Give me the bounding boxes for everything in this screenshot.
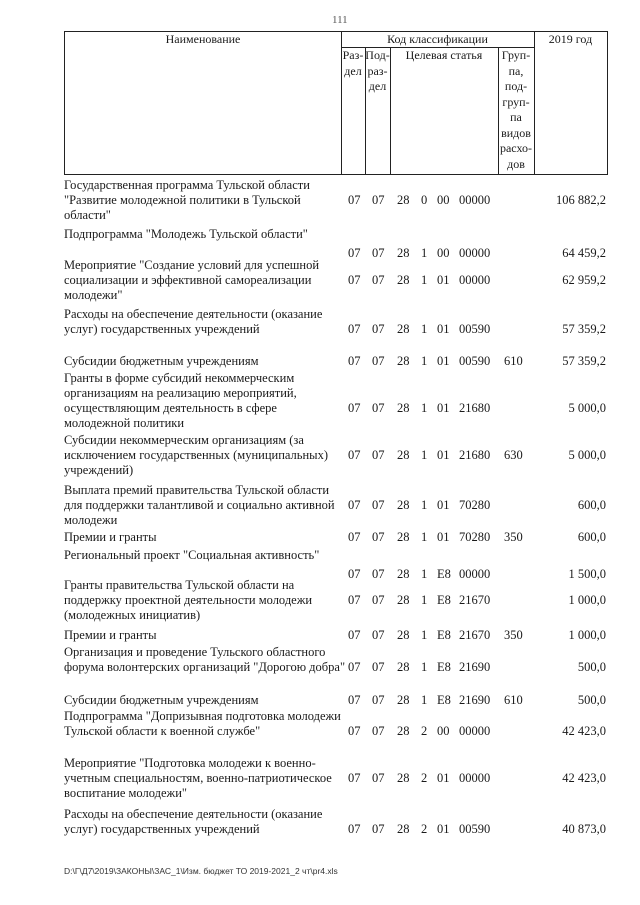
- header-target: Целевая статья: [405, 48, 483, 62]
- row-name: Премии и гранты: [64, 628, 157, 642]
- cell-razdel: 07: [348, 771, 361, 785]
- cell-dir: 00000: [459, 567, 491, 581]
- cell-podrazdel: 07: [372, 273, 385, 287]
- row-name: Субсидии бюджетным учреждениям: [64, 354, 259, 368]
- cell-sub: 0: [421, 193, 428, 207]
- cell-prog: 28: [397, 322, 410, 336]
- header-podrazdel: Под- раз- дел: [365, 48, 390, 93]
- file-path: D:\Г\Д7\2019\ЗАКОНЫ\ЗАС_1\Изм. бюджет ТО 2019-2021_2 чт\pr4.xls: [64, 866, 338, 876]
- cell-prog: 28: [397, 593, 410, 607]
- cell-amount: 1 000,0: [568, 593, 606, 607]
- cell-podrazdel: 07: [372, 193, 385, 207]
- cell-dir: 21690: [459, 693, 491, 707]
- cell-osn: 01: [437, 530, 450, 544]
- cell-vr: 610: [504, 354, 523, 368]
- cell-dir: 00000: [459, 771, 491, 785]
- cell-dir: 00590: [459, 354, 491, 368]
- header-year: 2019 год: [548, 32, 593, 46]
- cell-osn: 00: [437, 246, 450, 260]
- cell-dir: 00590: [459, 322, 491, 336]
- header-group: Груп- па, под- груп- па видов расхо- дов: [499, 48, 533, 171]
- cell-vr: 350: [504, 628, 523, 642]
- cell-sub: 1: [421, 498, 428, 512]
- cell-podrazdel: 07: [372, 401, 385, 415]
- cell-amount: 500,0: [577, 660, 606, 674]
- cell-amount: 42 423,0: [562, 771, 606, 785]
- cell-amount: 5 000,0: [568, 401, 606, 415]
- cell-osn: 01: [437, 771, 450, 785]
- cell-dir: 00000: [459, 273, 491, 287]
- cell-amount: 5 000,0: [568, 448, 606, 462]
- cell-sub: 1: [421, 567, 428, 581]
- row-name: Мероприятие "Подготовка молодежи к военно-учетным специальностям, военно-патриотическое воспитание молодежи": [64, 756, 332, 800]
- cell-sub: 1: [421, 593, 428, 607]
- cell-razdel: 07: [348, 567, 361, 581]
- cell-dir: 21690: [459, 660, 491, 674]
- cell-prog: 28: [397, 628, 410, 642]
- cell-amount: 64 459,2: [562, 246, 606, 260]
- header-razdel: Раз- дел: [342, 48, 364, 78]
- cell-osn: E8: [437, 693, 451, 707]
- row-name: Субсидии некоммерческим организациям (за исключением государственных (муниципальных) учреждений): [64, 433, 328, 477]
- cell-vr: 630: [504, 448, 523, 462]
- cell-amount: 600,0: [577, 498, 606, 512]
- cell-razdel: 07: [348, 193, 361, 207]
- row-name: Государственная программа Тульской области "Развитие молодежной политики в Тульской области": [64, 178, 310, 222]
- row-name: Организация и проведение Тульского областного форума волонтерских организаций "Дорогою добра": [64, 645, 346, 674]
- cell-razdel: 07: [348, 628, 361, 642]
- cell-dir: 70280: [459, 498, 491, 512]
- cell-prog: 28: [397, 822, 410, 836]
- cell-prog: 28: [397, 193, 410, 207]
- row-name: Выплата премий правительства Тульской области для поддержки талантливой и социально активной молодежи: [64, 483, 335, 527]
- cell-sub: 1: [421, 354, 428, 368]
- cell-osn: E8: [437, 567, 451, 581]
- cell-osn: E8: [437, 660, 451, 674]
- cell-podrazdel: 07: [372, 593, 385, 607]
- cell-prog: 28: [397, 354, 410, 368]
- cell-amount: 57 359,2: [562, 322, 606, 336]
- cell-podrazdel: 07: [372, 354, 385, 368]
- cell-prog: 28: [397, 246, 410, 260]
- cell-sub: 2: [421, 771, 428, 785]
- cell-podrazdel: 07: [372, 693, 385, 707]
- cell-prog: 28: [397, 660, 410, 674]
- cell-prog: 28: [397, 693, 410, 707]
- row-name: Премии и гранты: [64, 530, 157, 544]
- cell-prog: 28: [397, 771, 410, 785]
- cell-prog: 28: [397, 498, 410, 512]
- cell-razdel: 07: [348, 498, 361, 512]
- cell-sub: 1: [421, 448, 428, 462]
- cell-sub: 2: [421, 822, 428, 836]
- cell-sub: 1: [421, 401, 428, 415]
- cell-sub: 2: [421, 724, 428, 738]
- page-number: 111: [332, 14, 348, 26]
- cell-amount: 1 500,0: [568, 567, 606, 581]
- row-name: Подпрограмма "Молодежь Тульской области": [64, 227, 308, 241]
- cell-dir: 00000: [459, 193, 491, 207]
- cell-podrazdel: 07: [372, 660, 385, 674]
- cell-osn: E8: [437, 593, 451, 607]
- header-classification: Код классификации: [387, 32, 488, 46]
- cell-sub: 1: [421, 660, 428, 674]
- cell-razdel: 07: [348, 322, 361, 336]
- cell-osn: 01: [437, 448, 450, 462]
- cell-vr: 610: [504, 693, 523, 707]
- table-header: [64, 31, 608, 175]
- cell-osn: 01: [437, 822, 450, 836]
- cell-razdel: 07: [348, 822, 361, 836]
- cell-dir: 21670: [459, 593, 491, 607]
- cell-razdel: 07: [348, 724, 361, 738]
- cell-razdel: 07: [348, 273, 361, 287]
- cell-razdel: 07: [348, 246, 361, 260]
- cell-osn: 01: [437, 498, 450, 512]
- row-name: Расходы на обеспечение деятельности (оказание услуг) государственных учреждений: [64, 307, 323, 336]
- cell-razdel: 07: [348, 354, 361, 368]
- cell-razdel: 07: [348, 693, 361, 707]
- cell-dir: 21680: [459, 448, 491, 462]
- cell-prog: 28: [397, 273, 410, 287]
- cell-sub: 1: [421, 273, 428, 287]
- cell-osn: 01: [437, 354, 450, 368]
- cell-dir: 00000: [459, 246, 491, 260]
- cell-amount: 62 959,2: [562, 273, 606, 287]
- cell-podrazdel: 07: [372, 822, 385, 836]
- cell-sub: 1: [421, 322, 428, 336]
- cell-razdel: 07: [348, 530, 361, 544]
- row-name: Мероприятие "Создание условий для успешной социализации и эффективной самореализации молодежи": [64, 258, 320, 302]
- row-name: Подпрограмма "Допризывная подготовка молодежи Тульской области к военной службе": [64, 709, 341, 738]
- cell-razdel: 07: [348, 593, 361, 607]
- row-name: Гранты в форме субсидий некоммерческим организациям на реализацию мероприятий, осуществляющим деятельность в сфере молодежной политики: [64, 371, 297, 430]
- cell-razdel: 07: [348, 448, 361, 462]
- row-name: Расходы на обеспечение деятельности (оказание услуг) государственных учреждений: [64, 807, 323, 836]
- cell-prog: 28: [397, 724, 410, 738]
- row-name: Гранты правительства Тульской области на поддержку проектной деятельности молодежи (молодежных инициатив): [64, 578, 313, 622]
- cell-amount: 500,0: [577, 693, 606, 707]
- cell-dir: 21670: [459, 628, 491, 642]
- cell-sub: 1: [421, 530, 428, 544]
- cell-podrazdel: 07: [372, 628, 385, 642]
- cell-prog: 28: [397, 401, 410, 415]
- cell-dir: 21680: [459, 401, 491, 415]
- cell-amount: 40 873,0: [562, 822, 606, 836]
- cell-podrazdel: 07: [372, 322, 385, 336]
- cell-podrazdel: 07: [372, 448, 385, 462]
- cell-podrazdel: 07: [372, 724, 385, 738]
- cell-podrazdel: 07: [372, 567, 385, 581]
- cell-amount: 106 882,2: [556, 193, 606, 207]
- cell-amount: 1 000,0: [568, 628, 606, 642]
- cell-osn: 00: [437, 724, 450, 738]
- cell-prog: 28: [397, 567, 410, 581]
- cell-osn: 01: [437, 322, 450, 336]
- cell-amount: 42 423,0: [562, 724, 606, 738]
- cell-podrazdel: 07: [372, 530, 385, 544]
- cell-podrazdel: 07: [372, 498, 385, 512]
- cell-amount: 57 359,2: [562, 354, 606, 368]
- cell-osn: 00: [437, 193, 450, 207]
- cell-osn: 01: [437, 273, 450, 287]
- cell-vr: 350: [504, 530, 523, 544]
- cell-prog: 28: [397, 448, 410, 462]
- header-name: Наименование: [165, 32, 241, 46]
- cell-sub: 1: [421, 628, 428, 642]
- row-name: Субсидии бюджетным учреждениям: [64, 693, 259, 707]
- cell-dir: 00000: [459, 724, 491, 738]
- cell-prog: 28: [397, 530, 410, 544]
- cell-sub: 1: [421, 246, 428, 260]
- cell-osn: 01: [437, 401, 450, 415]
- cell-razdel: 07: [348, 660, 361, 674]
- cell-amount: 600,0: [577, 530, 606, 544]
- cell-razdel: 07: [348, 401, 361, 415]
- cell-osn: E8: [437, 628, 451, 642]
- cell-podrazdel: 07: [372, 771, 385, 785]
- cell-podrazdel: 07: [372, 246, 385, 260]
- row-name: Региональный проект "Социальная активность": [64, 548, 320, 562]
- cell-dir: 70280: [459, 530, 491, 544]
- cell-dir: 00590: [459, 822, 491, 836]
- cell-sub: 1: [421, 693, 428, 707]
